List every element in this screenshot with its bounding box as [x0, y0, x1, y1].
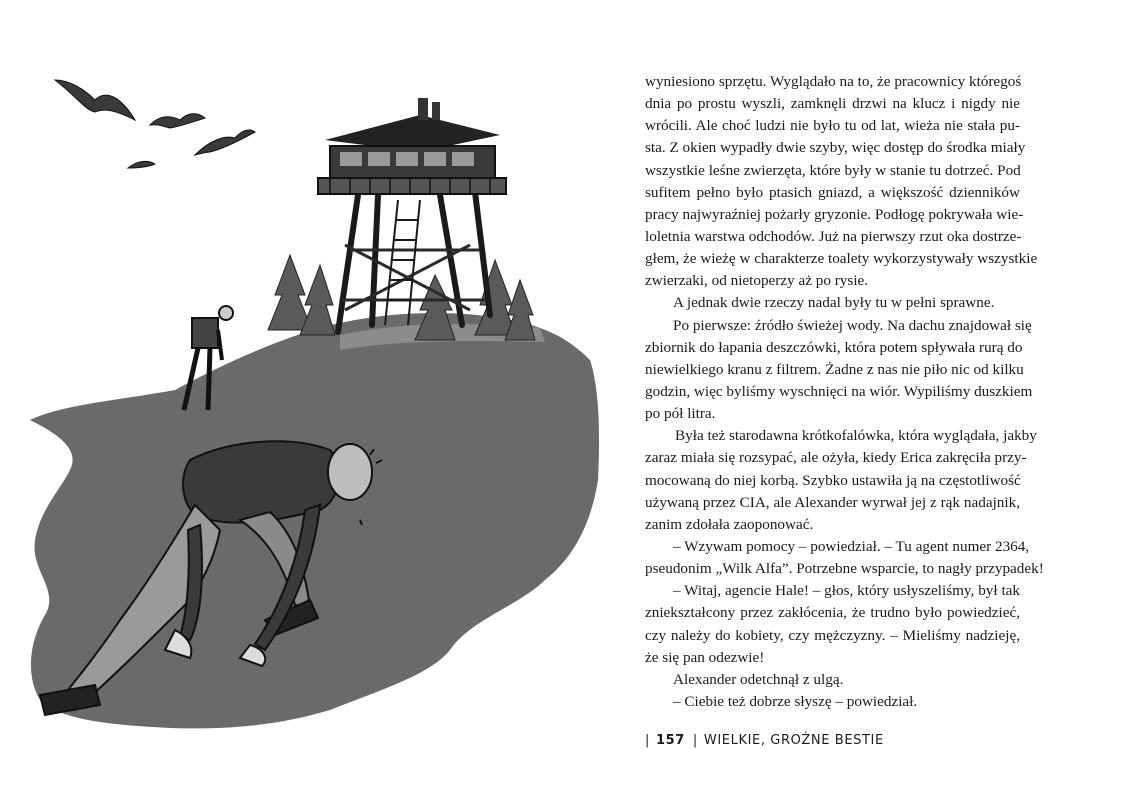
bird	[195, 130, 255, 155]
illustration-fire-lookout-tower	[0, 60, 630, 760]
text-line: czy należy do kobiety, czy mężczyzny. – Mieliśmy nadzieję,	[645, 626, 1020, 644]
text-line: loletnia warstwa odchodów. Już na pierwszy rzut oka dostrze-	[645, 227, 1022, 245]
text-line: sta. Z okien wypadły dwie szyby, więc dostęp do środka miały	[645, 139, 1026, 157]
bird	[150, 114, 205, 128]
text-line: Po pierwsze: źródło świeżej wody. Na dachu znajdował się	[673, 316, 1032, 334]
text-line: sufitem pełno było ptasich gniazd, a większość dzienników	[645, 183, 1020, 201]
text-line: zaraz miała się rozsypać, ale ożyła, kiedy Erica zakręciła przy-	[645, 449, 1027, 467]
footer-separator: |	[645, 733, 650, 748]
text-line: – Wzywam pomocy – powiedział. – Tu agent numer 2364,	[673, 537, 1030, 555]
tree	[300, 265, 335, 335]
text-line: zwierzaki, od nietoperzy aż po rysie.	[645, 272, 869, 290]
text-line: Była też starodawna krótkofalówka, która wyglądała, jakby	[675, 427, 1037, 445]
text-line: – Ciebie też dobrze słyszę – powiedział.	[673, 692, 918, 710]
text-line: zbiornik do łapania deszczówki, która potem spływała rurą do	[645, 338, 1023, 356]
text-line: mocowaną do niej korbą. Szybko ustawiła ją na częstotliwość	[645, 471, 1021, 489]
running-title: WIELKIE, GROŹNE BESTIE	[703, 733, 884, 748]
text-line: niewielkiego kranu z filtrem. Żadne z nas nie piło nic od kilku	[645, 360, 1024, 378]
footer-separator: |	[692, 733, 698, 748]
text-line: zanim zdołała zaoponować.	[645, 515, 814, 533]
text-line: używaną przez CIA, ale Alexander wyrwał jej z rąk nadajnik,	[645, 493, 1020, 511]
text-line: po pół litra.	[645, 405, 716, 423]
text-line: wszystkie leśne zwierzęta, które były w stanie tu dotrzeć. Pod	[645, 161, 1021, 179]
text-line: – Witaj, agencie Hale! – głos, który usłyszeliśmy, był tak	[673, 582, 1020, 600]
text-line: pracy najwyraźniej pożarły gryzonie. Podłogę pokrywała wie-	[645, 205, 1024, 223]
text-line: Alexander odetchnął z ulgą.	[673, 670, 844, 688]
text-line: pseudonim „Wilk Alfa”. Potrzebne wsparcie, to nagły przypadek!	[645, 560, 1044, 578]
body-text	[645, 71, 1044, 713]
tree	[475, 260, 515, 335]
bird	[128, 161, 155, 168]
text-line: że się pan odezwie!	[645, 648, 765, 666]
text-line: wrócili. Ale choć ludzi nie było tu od lat, wieża nie stała pu-	[645, 117, 1020, 135]
page-number: 157	[655, 733, 685, 748]
tree	[505, 280, 535, 340]
text-line: godzin, więc byliśmy wyschnięci na wiór. Wypiliśmy duszkiem	[645, 382, 1033, 400]
text-line: dnia po prostu wyszli, zamknęli drzwi na klucz i nigdy nie	[645, 95, 1020, 113]
text-line: wyniesiono sprzętu. Wyglądało na to, że pracownicy któregoś	[645, 73, 1022, 90]
text-line: głem, że wieżę w charakterze toalety wykorzystywały wszystkie	[645, 250, 1038, 268]
tree	[268, 255, 312, 330]
text-line: A jednak dwie rzeczy nadal były tu w pełni sprawne.	[673, 294, 995, 312]
bird	[55, 80, 135, 120]
text-line: zniekształcony przez zakłócenia, że trudno było powiedzieć,	[645, 604, 1020, 622]
page-footer	[645, 733, 884, 748]
tower-cabin	[318, 98, 506, 194]
